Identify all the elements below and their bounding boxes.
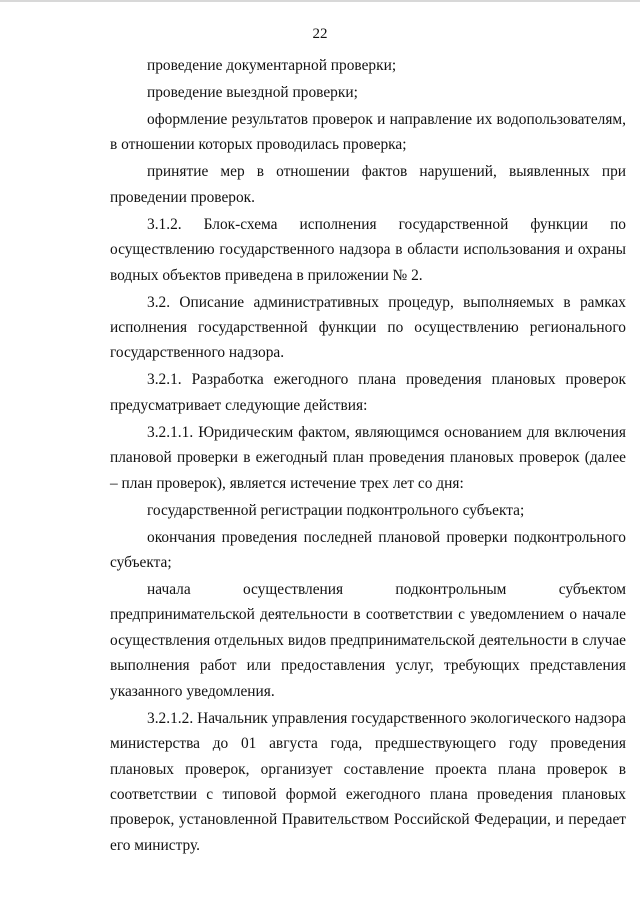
scan-top-edge [0, 0, 640, 2]
paragraph-last-inspection-end: окончания проведения последней плановой проверки подконтрольного субъекта; [110, 528, 626, 572]
paragraph-3-2-1-annual-plan: 3.2.1. Разработка ежегодного плана проведения плановых проверок предусматривает следующие действия: [110, 371, 626, 414]
paragraph-inspection-results: оформление результатов проверок и направление их водопользователям, в отношении которых проводилась проверка; [110, 111, 626, 154]
page-number: 22 [312, 26, 328, 42]
document-body [110, 53, 626, 860]
paragraph-3-2-1-1-legal-fact: 3.2.1.1. Юридическим фактом, являющимся основанием для включения плановой проверки в ежегодный план проведения плановых проверок (далее – план проверок), является истечение трех лет со дня: [110, 423, 626, 492]
paragraph-3-2-1-2-department-head: 3.2.1.2. Начальник управления государственного экологического надзора министерства до 01 августа года, предшествующего году проведения плановых проверок, организует составление проекта плана проверок в соответствии с типовой формой ежегодного плана проведения плановых проверок, установленной Правительством Российской Федерации, и передает его министру. [110, 709, 626, 854]
paragraph-documentary-inspection: проведение документарной проверки; [147, 57, 397, 74]
paragraph-field-inspection: проведение выездной проверки; [147, 84, 358, 101]
paragraph-3-2-procedures: 3.2. Описание административных процедур, выполняемых в рамках исполнения государственной функции по осуществлению регионального государственного надзора. [110, 293, 626, 362]
paragraph-business-start: начала осуществления подконтрольным субъектом предпринимательской деятельности в соответствии с уведомлением о начале осуществления отдельных видов предпринимательской деятельности в случае выполнения работ или предоставления услуг, требующих представления указанного уведомления. [110, 581, 626, 700]
paragraph-violation-measures: принятие мер в отношении фактов нарушений, выявленных при проведении проверок. [110, 163, 626, 206]
paragraph-state-registration: государственной регистрации подконтрольного субъекта; [147, 501, 525, 519]
paragraph-3-1-2-flowchart: 3.1.2. Блок-схема исполнения государственной функции по осуществлению государственного надзора в области использования и охраны водных объектов приведена в приложении № 2. [110, 215, 626, 284]
